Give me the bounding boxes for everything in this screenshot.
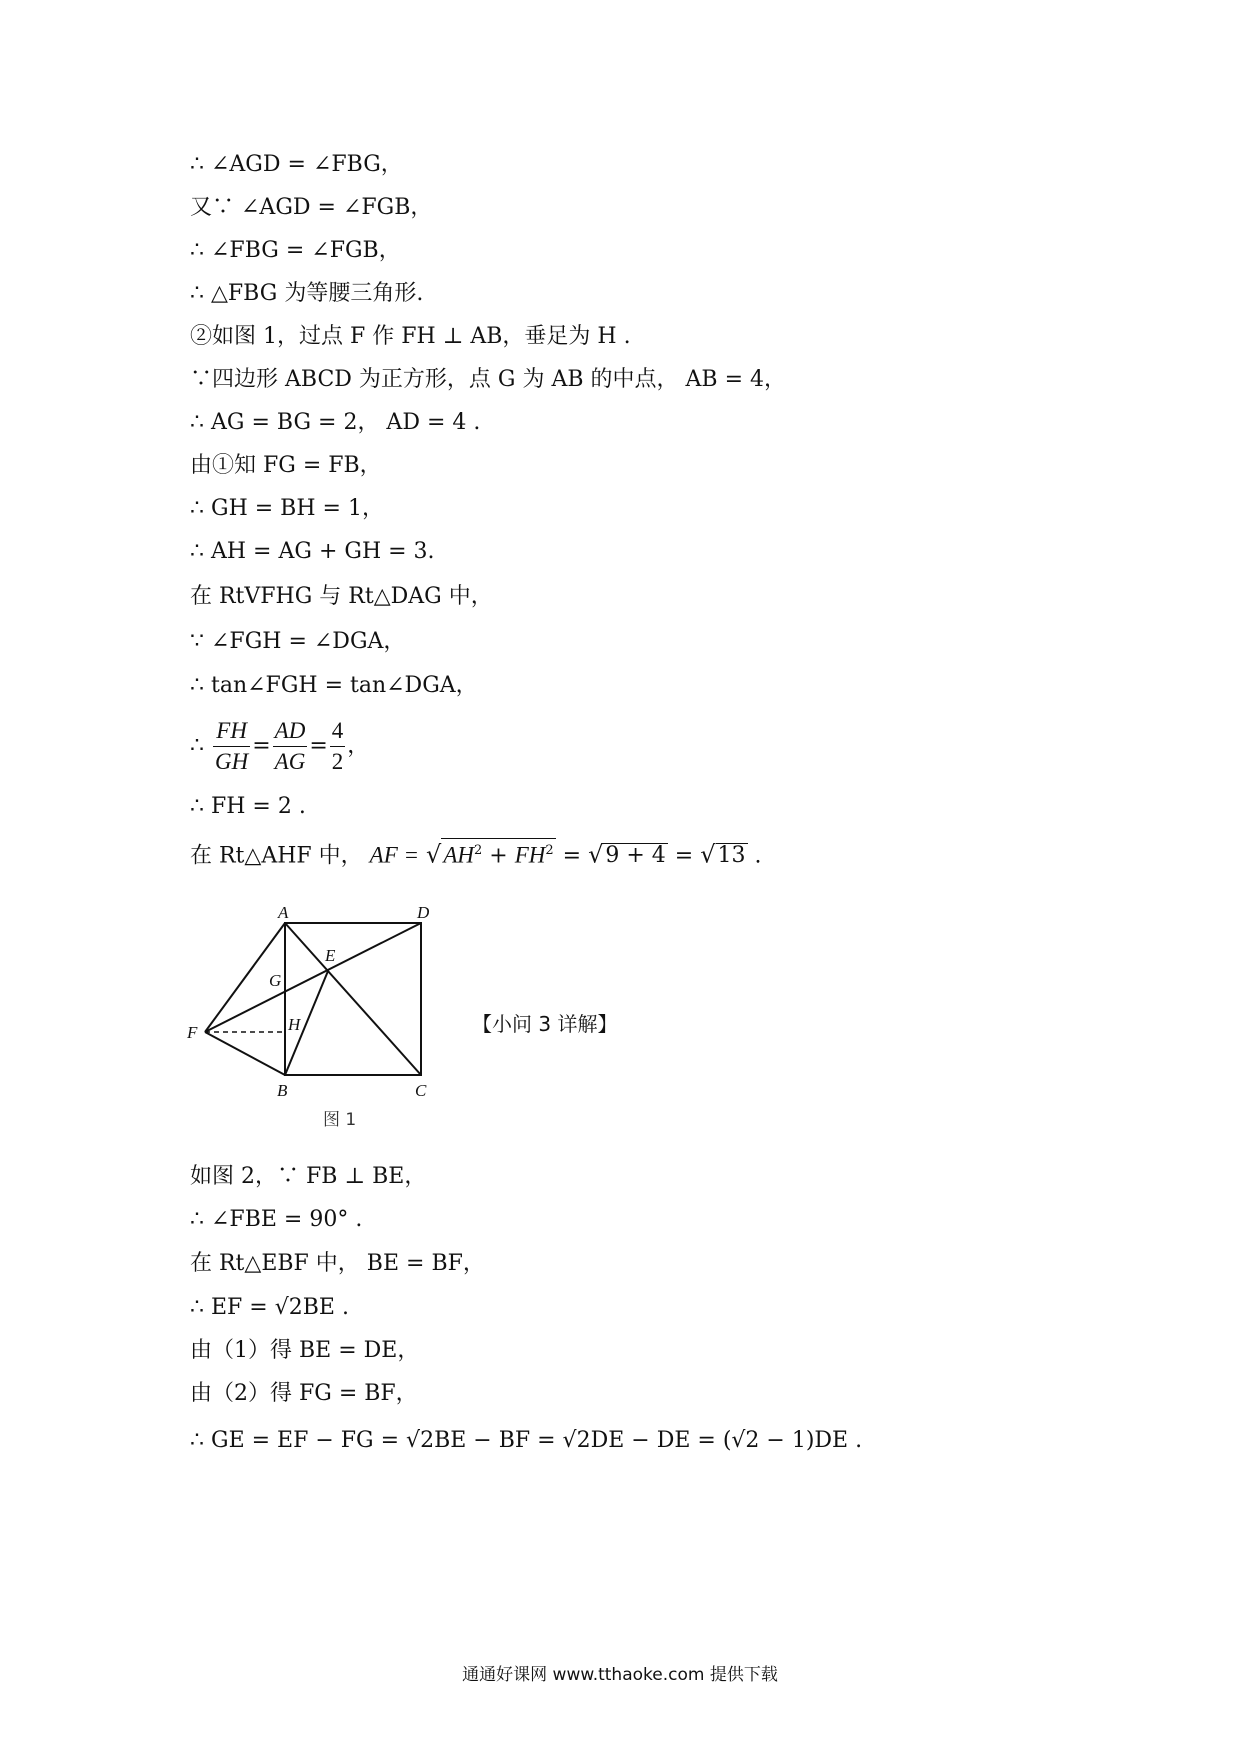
label-f: F: [187, 1023, 198, 1042]
fraction-line: ∴ $\frac{FH}{GH}$ = $\frac{AD}{AG}$ = $\frac{4}{2}$ ，: [190, 716, 369, 777]
section-label: 【小问 3 详解】: [472, 1012, 618, 1036]
line-fb: [205, 1032, 285, 1075]
radical-13: 13: [717, 843, 746, 869]
fraction-numerator: FH: [213, 716, 250, 747]
text-line: ∵四边形 ABCD 为正方形，点 G 为 AB 的中点， AB = 4，: [190, 367, 786, 392]
text-line: ∴ AH = AG + GH = 3.: [190, 539, 435, 564]
text-line: 由（1）得 BE = DE，: [190, 1338, 420, 1363]
line-fd: [205, 923, 421, 1032]
af-lhs: AF =: [369, 842, 420, 868]
page-footer: 通通好课网 www.tthaoke.com 提供下载: [462, 1665, 778, 1685]
text-line: 如图 2，∵ FB ⊥ BE，: [190, 1164, 427, 1189]
comma: ，: [347, 733, 370, 759]
text-line: ∴ EF = √2BE .: [190, 1295, 349, 1320]
label-d: D: [417, 905, 430, 922]
fraction-fh-gh: [213, 716, 250, 777]
label-h: H: [288, 1015, 301, 1034]
fraction-numerator: AD: [273, 716, 308, 747]
fraction-ad-ag: [273, 716, 308, 777]
radical-ah-fh: $AH^2 + FH^2$: [441, 838, 555, 868]
therefore-symbol: ∴: [190, 733, 204, 759]
label-e: E: [325, 946, 336, 965]
text-line: 在 Rt△EBF 中， BE = BF，: [190, 1251, 485, 1276]
af-formula-line: 在 Rt△AHF 中， AF = $√AH^2 + FH^2 = √9 + 4 = √13$ .: [190, 838, 762, 871]
text-line: ∴ △FBG 为等腰三角形.: [190, 281, 424, 306]
fraction-4-2: [330, 716, 346, 777]
fraction-denominator: 2: [331, 749, 344, 774]
text-line: ∴ GE = EF − FG = √2BE − BF = √2DE − DE = (√2 − 1)DE .: [190, 1428, 863, 1453]
diagonal-ac: [285, 923, 421, 1075]
text-line: ∴ FH = 2 .: [190, 794, 306, 819]
formula-intro: 在 Rt△AHF 中，: [190, 843, 363, 869]
geometry-figure-1: [185, 905, 465, 1135]
text-line: 由①知 FG = FB，: [190, 453, 382, 478]
text-line: ∴ ∠FBG = ∠FGB，: [190, 238, 401, 263]
radical-9-4: 9 + 4: [605, 843, 666, 869]
text-line: ∵ ∠FGH = ∠DGA，: [190, 629, 406, 654]
fraction-denominator: AG: [274, 749, 306, 774]
text-line: 在 RtVFHG 与 Rt△DAG 中，: [190, 584, 493, 609]
text-line: ∴ AG = BG = 2， AD = 4 .: [190, 410, 481, 435]
text-line: ∴ ∠AGD = ∠FBG，: [190, 152, 403, 177]
label-g: G: [269, 971, 282, 990]
fraction-denominator: GH: [215, 749, 249, 774]
text-line: 又∵ ∠AGD = ∠FGB，: [190, 195, 433, 220]
text-line: ∴ ∠FBE = 90° .: [190, 1207, 363, 1232]
text-line: ②如图 1，过点 F 作 FH ⊥ AB，垂足为 H .: [190, 324, 631, 349]
label-a: A: [278, 905, 289, 922]
text-line: 由（2）得 FG = BF，: [190, 1381, 418, 1406]
label-c: C: [415, 1081, 427, 1100]
text-line: ∴ tan∠FGH = tan∠DGA，: [190, 673, 478, 698]
text-line: ∴ GH = BH = 1，: [190, 496, 384, 521]
figure-caption: 图 1: [323, 1110, 357, 1130]
fraction-numerator: 4: [330, 716, 346, 747]
label-b: B: [277, 1081, 288, 1100]
